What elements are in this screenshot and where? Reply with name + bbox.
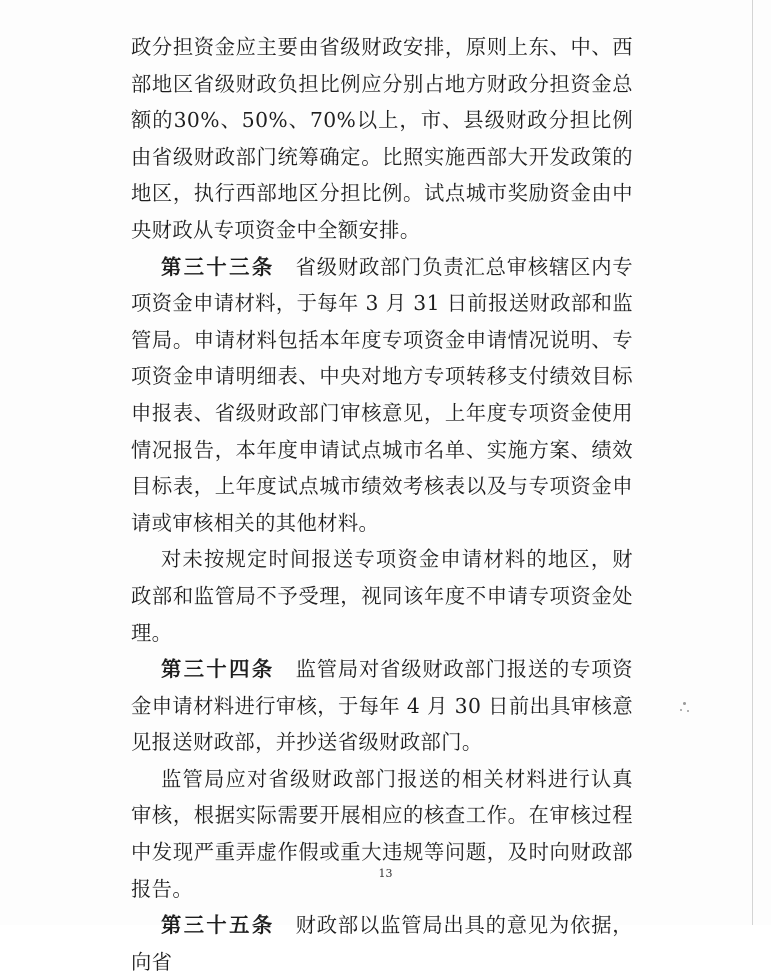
article-34-label: 第三十四条 xyxy=(161,657,275,682)
article-35-label: 第三十五条 xyxy=(161,913,275,938)
paragraph-2 xyxy=(131,249,633,542)
paragraph-4 xyxy=(131,651,633,761)
paragraph-3 xyxy=(131,541,633,651)
paragraph-5 xyxy=(131,761,633,907)
paragraph-4-text: 监管局对省级财政部门报送的专项资金申请材料进行审核，于每年 4 月 30 日前出具审核意见报送财政部，并抄送省级财政部门。 xyxy=(131,657,633,755)
paragraph-6 xyxy=(131,907,633,980)
paragraph-1-text: 政分担资金应主要由省级财政安排，原则上东、中、西部地区省级财政负担比例应分别占地方财政分担资金总额的30%、50%、70%以上，市、县级财政分担比例由省级财政部门统筹确定。比照实施西部大开发政策的地区，执行西部地区分担比例。试点城市奖励资金由中央财政从专项资金中全额安排。 xyxy=(131,35,633,242)
scan-speck-3 xyxy=(687,710,689,712)
paragraph-2-text: 省级财政部门负责汇总审核辖区内专项资金申请材料，于每年 3 月 31 日前报送财政部和监管局。申请材料包括本年度专项资金申请情况说明、专项资金申请明细表、中央对地方专项转移支付绩效目标申报表、省级财政部门审核意见，上年度专项资金使用情况报告，本年度申请试点城市名单、实施方案、绩效目标表，上年度试点城市绩效考核表以及与专项资金申请或审核相关的其他材料。 xyxy=(131,254,633,535)
body-text xyxy=(131,29,633,980)
paragraph-3-text: 对未按规定时间报送专项资金申请材料的地区，财政部和监管局不予受理，视同该年度不申请专项资金处理。 xyxy=(131,547,633,645)
article-33-label: 第三十三条 xyxy=(161,254,275,279)
scan-speck-2 xyxy=(680,709,682,711)
scan-speck-1 xyxy=(683,702,686,705)
scan-edge-line xyxy=(752,0,753,925)
paragraph-5-text: 监管局应对省级财政部门报送的相关材料进行认真审核，根据实际需要开展相应的核查工作。在审核过程中发现严重弄虚作假或重大违规等问题，及时向财政部报告。 xyxy=(131,766,633,901)
paragraph-1 xyxy=(131,29,633,249)
paragraph-6-text: 财政部以监管局出具的意见为依据，向省 xyxy=(131,913,633,974)
page-number: 13 xyxy=(378,867,393,880)
